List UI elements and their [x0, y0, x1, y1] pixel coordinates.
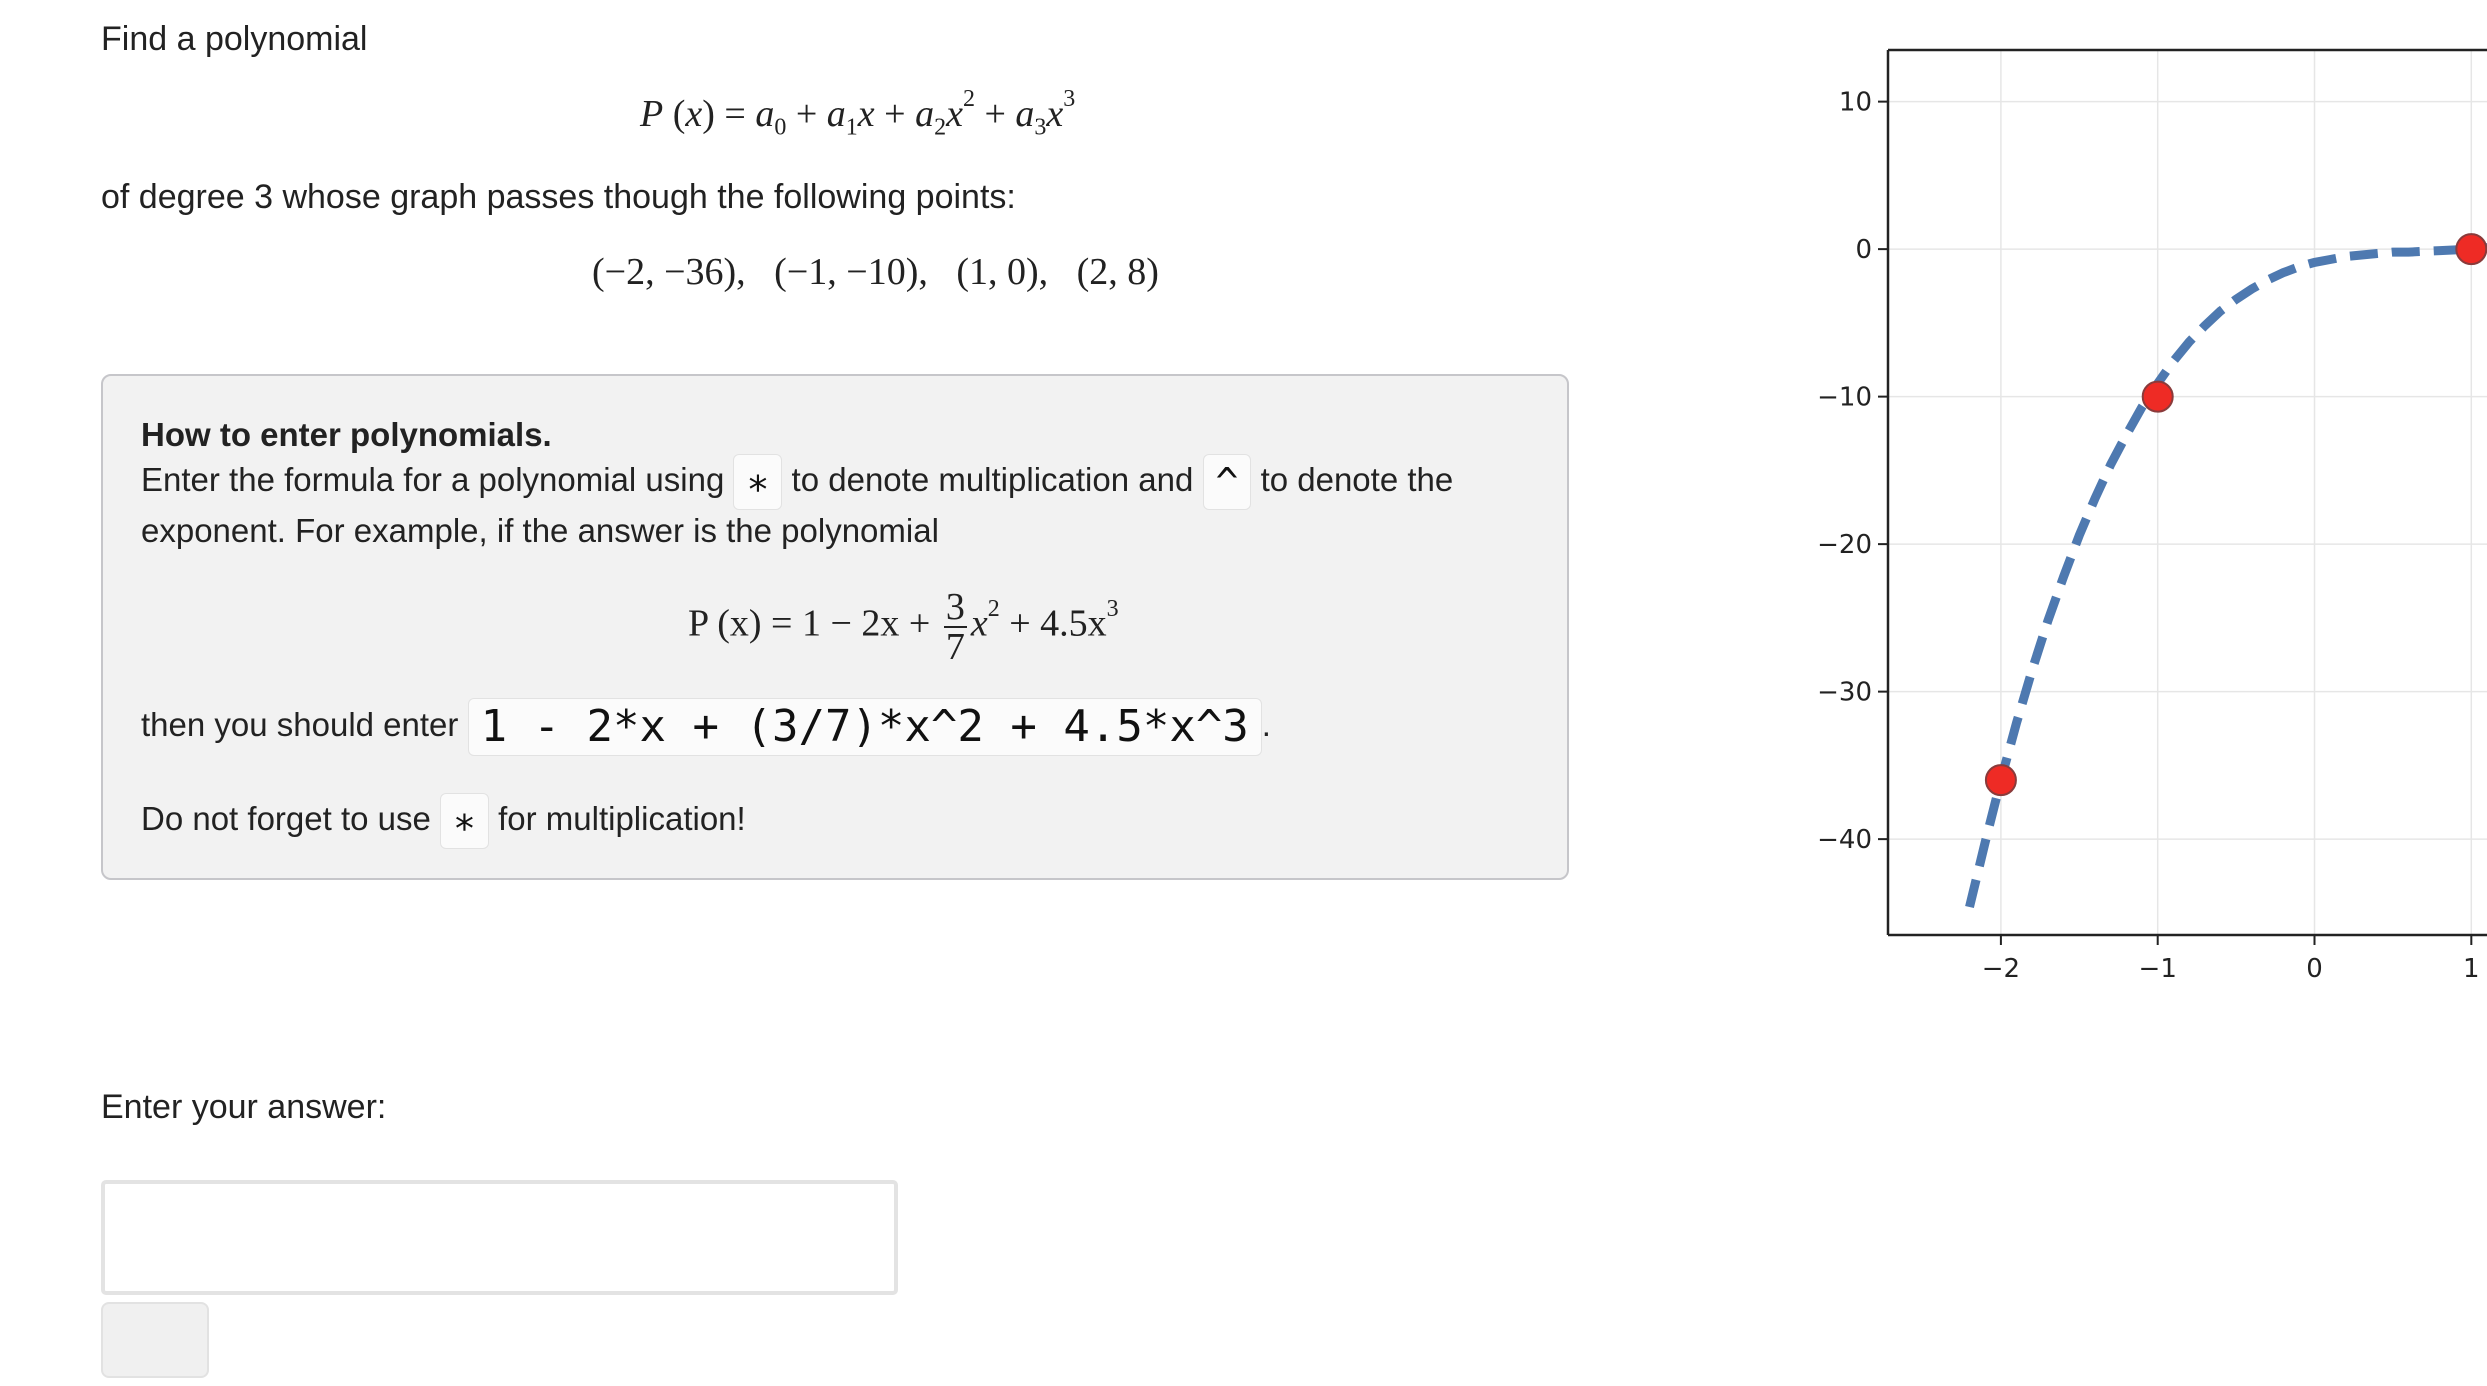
x-tick-label: −2 [1981, 954, 2021, 984]
example-lhs: P (x) = 1 − 2x + [688, 602, 931, 645]
point-4: (2, 8) [1076, 251, 1159, 293]
howto-text-b: to denote multiplication and [791, 461, 1194, 498]
point-1: (−2, −36) [592, 251, 737, 293]
points-list: (−2, −36), (−1, −10), (1, 0), (2, 8) [592, 251, 1159, 293]
fitted-curve [1970, 246, 2487, 907]
example-polynomial [688, 588, 1119, 666]
howto-reminder [141, 790, 746, 849]
polynomial-formula: P $(x) = a_0 + a_1x + a_2x^2 + a_3x^3$ [640, 86, 1076, 141]
point-2: (−1, −10) [774, 251, 919, 293]
polynomial-graph [1780, 0, 2487, 1010]
data-point [2456, 234, 2486, 264]
reminder-text-b: for multiplication! [498, 800, 746, 837]
x-tick-label: 1 [2463, 954, 2480, 984]
y-tick-label: −20 [1817, 530, 1872, 561]
fraction-numerator: 3 [945, 586, 965, 628]
submit-button[interactable] [101, 1302, 209, 1378]
fraction-denominator: 7 [945, 626, 965, 668]
x-tick-label: 0 [2306, 954, 2323, 984]
y-tick-label: −10 [1817, 382, 1872, 413]
y-tick-label: 10 [1838, 87, 1872, 118]
howto-title: How to enter polynomials. [141, 416, 552, 453]
y-tick-label: −40 [1817, 825, 1872, 856]
example-exp-3: 3 [1106, 596, 1119, 623]
example-rest: + 4.5x [1009, 602, 1107, 645]
example-x2: x [970, 602, 988, 645]
x-tick-label: −1 [2138, 954, 2177, 984]
multiply-symbol: ∗ [733, 454, 782, 510]
data-point [2143, 382, 2173, 412]
howto-line-1 [141, 451, 1453, 510]
problem-condition: of degree 3 whose graph passes though the following points: [101, 178, 1016, 216]
y-tick-label: 0 [1855, 235, 1872, 266]
howto-panel [101, 374, 1569, 880]
howto-text-c: to denote the [1260, 461, 1454, 498]
answer-label: Enter your answer: [101, 1088, 387, 1126]
point-3: (1, 0) [956, 251, 1039, 293]
reminder-text-a: Do not forget to use [141, 800, 431, 837]
problem-intro: Find a polynomial [101, 20, 368, 58]
example-exp-2: 2 [987, 596, 1000, 623]
y-tick-label: −30 [1817, 677, 1872, 708]
then-text: then you should enter [141, 706, 459, 743]
example-input-code: 1 - 2*x + (3/7)*x^2 + 4.5*x^3 [468, 698, 1262, 756]
data-point [1986, 765, 2016, 795]
exponent-symbol: ^ [1203, 454, 1252, 510]
howto-line-2: exponent. For example, if the answer is the polynomial [141, 512, 939, 549]
example-fraction [944, 588, 967, 666]
then-end: . [1261, 706, 1271, 743]
answer-input[interactable] [101, 1180, 898, 1295]
reminder-multiply-symbol: ∗ [440, 793, 489, 849]
howto-then-line [141, 696, 1271, 756]
howto-text-a: Enter the formula for a polynomial using [141, 461, 725, 498]
